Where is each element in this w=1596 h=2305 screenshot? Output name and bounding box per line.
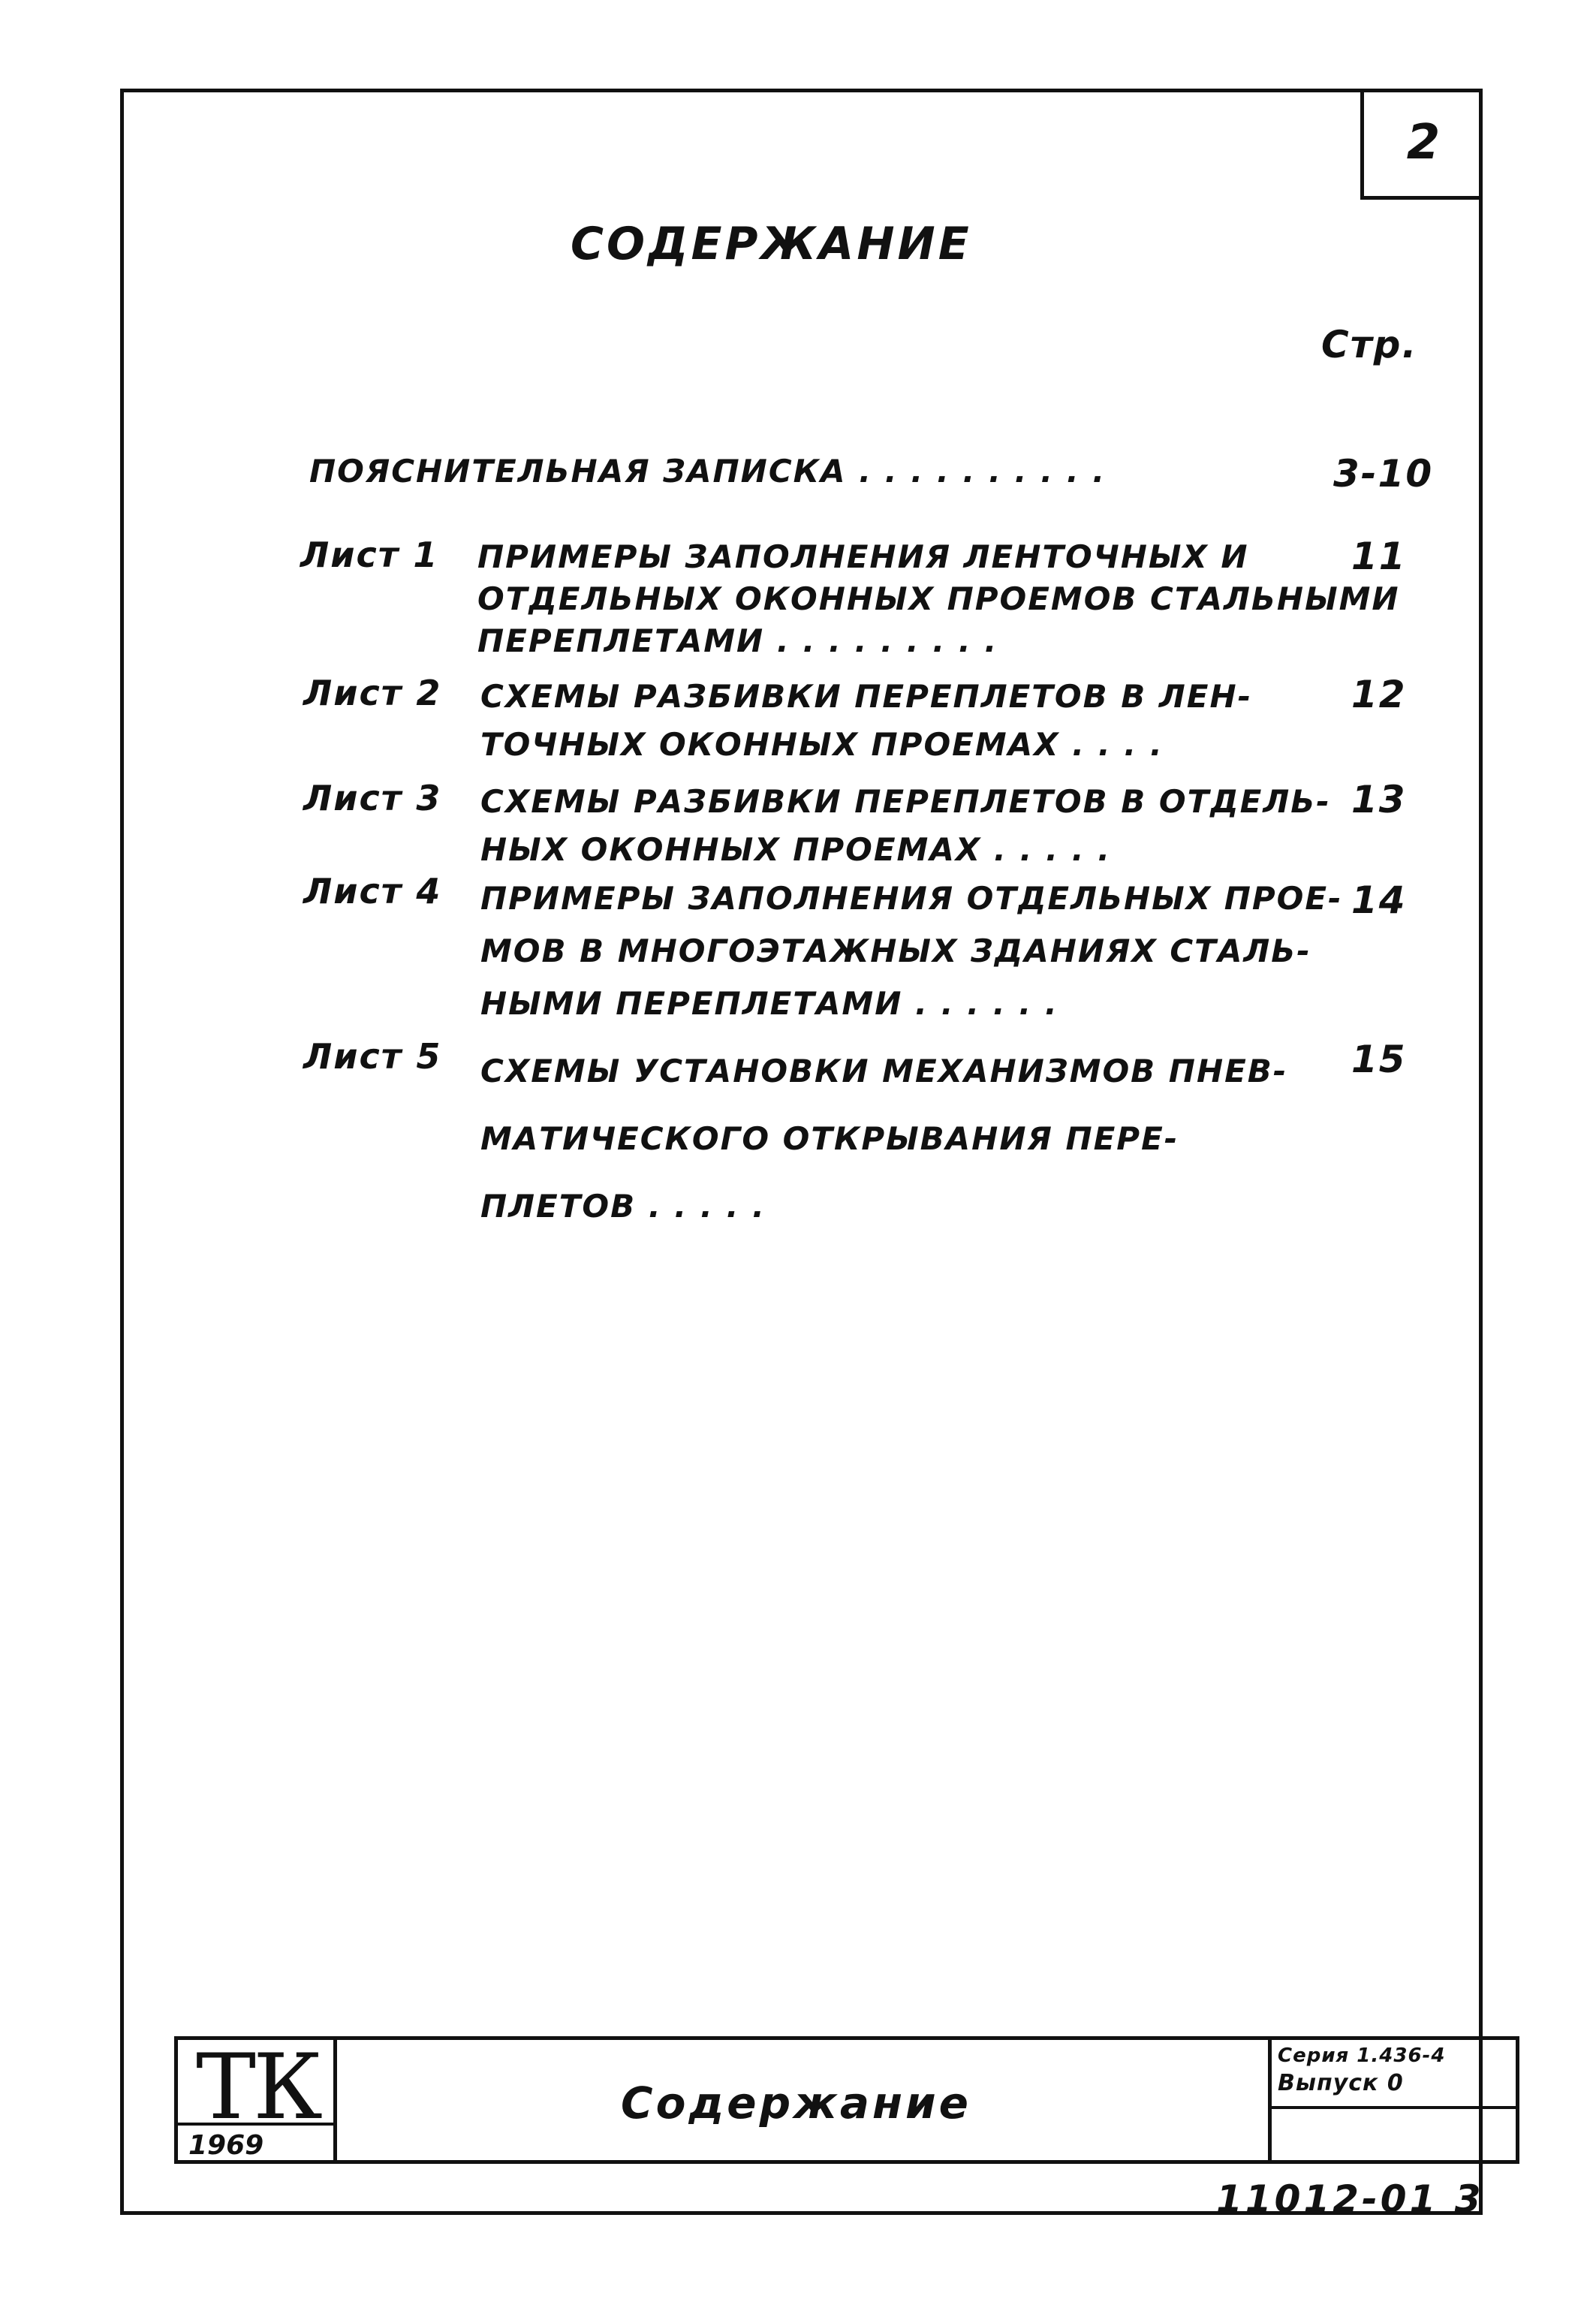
- tk-logo: [178, 2035, 337, 2161]
- toc-entry-line: СХЕМЫ РАЗБИВКИ ПЕРЕПЛЕТОВ В ЛЕН-: [480, 678, 1253, 715]
- title-block-stamp: [174, 2036, 1519, 2164]
- toc-entry-page: 15: [1351, 1038, 1407, 1081]
- toc-entry-line: ПЕРЕПЛЕТАМИ . . . . . . . . .: [477, 622, 998, 659]
- toc-entry-line: ТОЧНЫХ ОКОННЫХ ПРОЕМАХ . . . .: [480, 726, 1164, 763]
- toc-entry-label: Лист 1: [300, 535, 439, 575]
- toc-entry-page: 14: [1351, 878, 1407, 922]
- toc-entry-text: [480, 872, 1342, 1030]
- toc-entry-line: ПЛЕТОВ . . . . .: [480, 1188, 766, 1225]
- toc-entry-text: [309, 447, 1106, 496]
- logo-text: ТК: [196, 2035, 320, 2140]
- logo-year: 1969: [188, 2130, 264, 2161]
- toc-entry-line: ОТДЕЛЬНЫХ ОКОННЫХ ПРОЕМОВ СТАЛЬНЫМИ: [477, 580, 1400, 617]
- toc-entry-line: МАТИЧЕСКОГО ОТКРЫВАНИЯ ПЕРЕ-: [480, 1120, 1179, 1157]
- toc-entry-text: [477, 536, 1400, 662]
- toc-entry-label: Лист 4: [303, 871, 442, 911]
- toc-entry-text: [480, 1038, 1287, 1240]
- toc-entry-label: Лист 2: [303, 673, 442, 713]
- page-title: СОДЕРЖАНИЕ: [571, 218, 972, 270]
- toc-entry-line: СХЕМЫ РАЗБИВКИ ПЕРЕПЛЕТОВ В ОТДЕЛЬ-: [480, 783, 1331, 820]
- meta-divider: [1272, 2106, 1516, 2109]
- toc-entry-page: 12: [1351, 673, 1407, 716]
- toc-entry-line: ПРИМЕРЫ ЗАПОЛНЕНИЯ ЛЕНТОЧНЫХ И: [477, 538, 1249, 575]
- page-number: 2: [1406, 114, 1441, 170]
- toc-entry-line: НЫХ ОКОННЫХ ПРОЕМАХ . . . . .: [480, 831, 1112, 868]
- page-number-box: [1360, 89, 1483, 200]
- stamp-meta: [1268, 2040, 1516, 2160]
- toc-entry-line: ПРИМЕРЫ ЗАПОЛНЕНИЯ ОТДЕЛЬНЫХ ПРОЕ-: [480, 880, 1343, 917]
- toc-entry-line: МОВ В МНОГОЭТАЖНЫХ ЗДАНИЯХ СТАЛЬ-: [480, 933, 1311, 969]
- toc-entry-line: НЫМИ ПЕРЕПЛЕТАМИ . . . . . .: [480, 985, 1058, 1022]
- toc-entry-line: ПОЯСНИТЕЛЬНАЯ ЗАПИСКА . . . . . . . . . .: [309, 453, 1107, 490]
- toc-entry-page: 3-10: [1333, 452, 1434, 496]
- toc-entry-text: [480, 778, 1331, 874]
- issue-label: Выпуск 0: [1278, 2070, 1404, 2096]
- toc-entry-page: 11: [1351, 535, 1407, 578]
- toc-entry-page: 13: [1351, 778, 1407, 821]
- series-label: Серия 1.436-4: [1278, 2044, 1446, 2067]
- toc-entry-text: [480, 673, 1252, 769]
- document-code: 11012-01 3: [1216, 2177, 1484, 2221]
- toc-entry-label: Лист 5: [303, 1036, 442, 1077]
- logo-divider: [178, 2123, 333, 2126]
- page-column-label: Стр.: [1321, 323, 1418, 366]
- stamp-title: Содержание: [621, 2078, 972, 2129]
- toc-entry-label: Лист 3: [303, 778, 442, 818]
- toc-entry-line: СХЕМЫ УСТАНОВКИ МЕХАНИЗМОВ ПНЕВ-: [480, 1053, 1288, 1089]
